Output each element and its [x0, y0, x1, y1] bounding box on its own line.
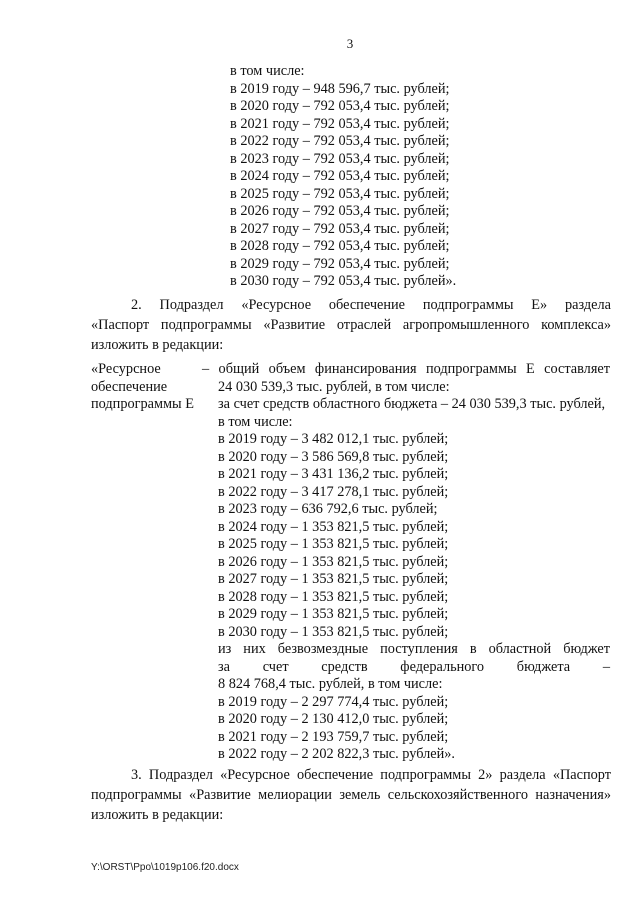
paragraph-3-line-1: 3. Подраздел «Ресурсное обеспечение подпрограммы 2» раздела «Паспорт — [131, 767, 611, 783]
resource-years-list — [202, 431, 610, 641]
year-line: в 2024 году – 1 353 821,5 тыс. рублей; — [218, 518, 449, 535]
resource-label-line: подпрограммы Е — [91, 396, 194, 412]
paragraph-2 — [91, 295, 611, 355]
year-line: в 2026 году – 1 353 821,5 тыс. рублей; — [218, 553, 449, 570]
resource-line-regional: за счет средств областного бюджета – 24 030 539,3 тыс. рублей, — [218, 396, 606, 412]
federal-years-list — [202, 694, 610, 764]
year-line: в 2025 году – 1 353 821,5 тыс. рублей; — [218, 536, 449, 552]
funding-line: в 2024 году – 792 053,4 тыс. рублей; — [230, 168, 450, 184]
paragraph-3 — [91, 765, 611, 825]
year-line: в 2019 году – 3 482 012,1 тыс. рублей; — [218, 431, 449, 447]
paragraph-2-line-2: «Паспорт подпрограммы «Развитие отраслей агропромышленного комплекса» — [91, 317, 611, 333]
resource-line-total: – общий объем финансирования подпрограммы Е составляет — [202, 361, 610, 377]
resource-label — [91, 361, 211, 414]
federal-year-line: в 2022 году – 2 202 822,3 тыс. рублей». — [218, 746, 455, 762]
paragraph-3-line-3: изложить в редакции: — [91, 807, 224, 823]
funding-line: в 2028 году – 792 053,4 тыс. рублей; — [230, 238, 450, 254]
funding-line: в 2025 году – 792 053,4 тыс. рублей; — [230, 185, 450, 202]
funding-line: в 2026 году – 792 053,4 тыс. рублей; — [230, 203, 450, 219]
paragraph-2-line-3: изложить в редакции: — [91, 337, 224, 353]
resource-line-federal-1: из них безвозмездные поступления в областной бюджет — [218, 641, 610, 657]
top-funding-list — [230, 63, 456, 291]
funding-line: в 2022 году – 792 053,4 тыс. рублей; — [230, 133, 450, 149]
funding-line: в 2029 году – 792 053,4 тыс. рублей; — [230, 255, 450, 272]
year-line: в 2021 году – 3 431 136,2 тыс. рублей; — [218, 466, 449, 482]
funding-line: в 2030 году – 792 053,4 тыс. рублей». — [230, 273, 457, 289]
year-line: в 2030 году – 1 353 821,5 тыс. рублей; — [218, 623, 449, 640]
year-line: в 2022 году – 3 417 278,1 тыс. рублей; — [218, 483, 449, 500]
year-line: в 2027 году – 1 353 821,5 тыс. рублей; — [218, 571, 449, 587]
funding-line: в 2027 году – 792 053,4 тыс. рублей; — [230, 220, 450, 237]
resource-line-federal-2: за счет средств федерального бюджета – — [218, 658, 610, 675]
paragraph-2-line-1: 2. Подраздел «Ресурсное обеспечение подпрограммы Е» раздела — [131, 297, 611, 313]
funding-line: в 2020 году – 792 053,4 тыс. рублей; — [230, 98, 450, 114]
paragraph-3-line-2: подпрограммы «Развитие мелиорации земель сельскохозяйственного назначения» — [91, 787, 611, 803]
funding-line: в 2023 году – 792 053,4 тыс. рублей; — [230, 150, 450, 167]
page-number: 3 — [346, 36, 354, 51]
resource-line-federal-3: 8 824 768,4 тыс. рублей, в том числе: — [218, 676, 443, 692]
resource-label-line: «Ресурсное — [91, 361, 161, 377]
federal-year-line: в 2021 году – 2 193 759,7 тыс. рублей; — [218, 728, 449, 745]
resource-line-total-sum: 24 030 539,3 тыс. рублей, в том числе: — [218, 378, 450, 395]
funding-line: в 2019 году – 948 596,7 тыс. рублей; — [230, 80, 450, 97]
federal-year-line: в 2020 году – 2 130 412,0 тыс. рублей; — [218, 711, 449, 727]
resource-block — [202, 361, 610, 764]
federal-year-line: в 2019 году – 2 297 774,4 тыс. рублей; — [218, 693, 449, 710]
funding-line: в том числе: — [230, 63, 305, 79]
resource-label-line: обеспечение — [91, 378, 168, 395]
year-line: в 2029 году – 1 353 821,5 тыс. рублей; — [218, 606, 449, 622]
file-path-footer: Y:\ORST\Ppo\1019p106.f20.docx — [91, 862, 239, 873]
resource-line-including: в том числе: — [218, 413, 293, 430]
year-line: в 2028 году – 1 353 821,5 тыс. рублей; — [218, 588, 449, 605]
year-line: в 2023 году – 636 792,6 тыс. рублей; — [218, 501, 438, 517]
year-line: в 2020 году – 3 586 569,8 тыс. рублей; — [218, 448, 449, 465]
funding-line: в 2021 году – 792 053,4 тыс. рублей; — [230, 115, 450, 132]
